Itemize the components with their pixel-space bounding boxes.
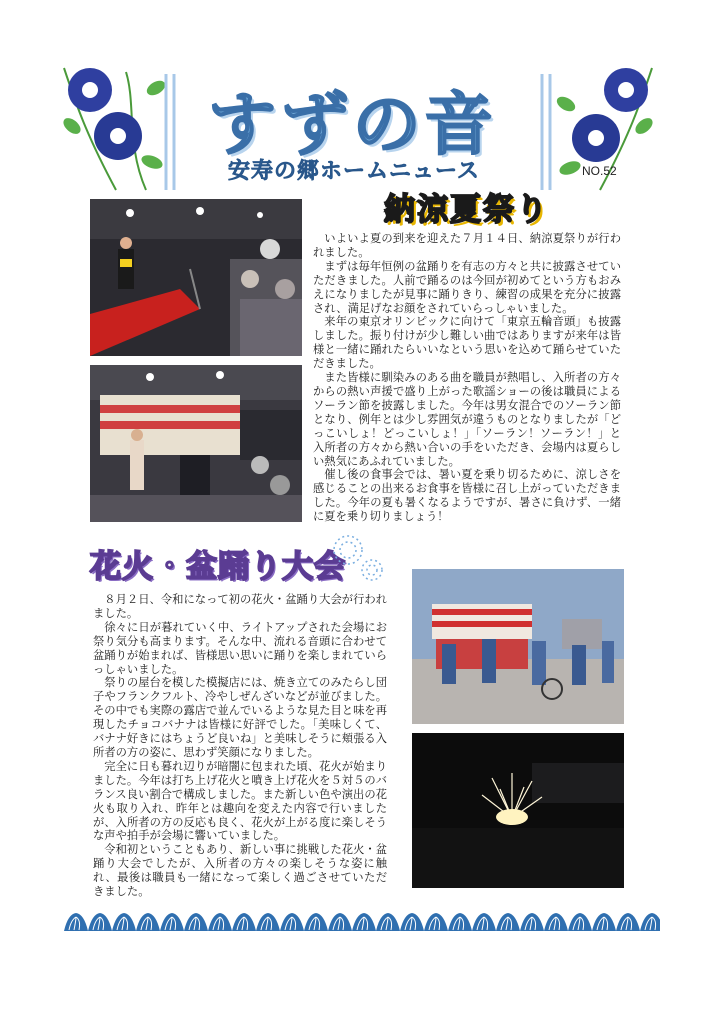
wave-shape xyxy=(592,913,616,931)
wave-shape xyxy=(544,913,568,931)
article-1-paragraph: まずは毎年恒例の盆踊りを有志の方々と共に披露させていただきました。人前で踊るのは今回が初めてという方もおみえになりましたが見事に踊りきり、練習の成果を充分に披露され、満足げなお顔をされていらっしゃいました。 xyxy=(313,259,621,315)
wave-shape xyxy=(496,913,520,931)
wave-shape xyxy=(448,913,472,931)
fireworks-icon xyxy=(326,528,386,588)
photo-fireworks xyxy=(412,733,624,888)
article-2-paragraph: 令和初ということもあり、新しい事に挑戦した花火・盆踊り大会でしたが、入所者の方々の楽しそうな姿に触れ、最後は職員も一緒になって楽しく過ごさせていただきました。 xyxy=(93,843,387,899)
wave-shape xyxy=(376,913,400,931)
wave-shape xyxy=(352,913,376,931)
article-2-paragraph: 徐々に日が暮れていく中、ライトアップされた会場にお祭り気分も高まります。そんな中、流れる音頭に合わせて盆踊りが始まれば、皆様思い思いに踊りを楽しまれていらっしゃいました。 xyxy=(93,620,387,676)
photo-soran-dance xyxy=(90,365,302,522)
morning-glory-decoration-left xyxy=(56,64,186,194)
article-1-paragraph: 来年の東京オリンピックに向けて「東京五輪音頭」も披露しました。振り付けが少し難しい曲ではありますが来年は皆様と一緒に踊れたらいいなという思いを込めて踊らせていただきました。 xyxy=(313,315,621,371)
article-2-paragraph: 完全に日も暮れ辺りが暗闇に包まれた頃、花火が始まりました。今年は打ち上げ花火と噴き上げ花火を５対５のバランス良い割合で構成しました。また新しい色や演出の花火も取り入れ、昨年とは趣向を変えた内容で行いましたが、入所者の方の反応も良く、花火が上がる度に楽しそうな声や拍手が会場に響いていました。 xyxy=(93,759,387,843)
wave-shape xyxy=(184,913,208,931)
wave-shape xyxy=(280,913,304,931)
issue-number: NO.52 xyxy=(582,164,617,178)
wave-shape xyxy=(160,913,184,931)
photo-stage-dance xyxy=(90,199,302,356)
wave-shape xyxy=(616,913,640,931)
newsletter-subtitle: 安寿の郷ホームニュース xyxy=(228,159,480,184)
wave-shape xyxy=(64,913,88,931)
wave-shape xyxy=(232,913,256,931)
wave-shape xyxy=(400,913,424,931)
article-2-body xyxy=(93,593,387,899)
article-2-paragraph: ８月２日、令和になって初の花火・盆踊り大会が行われました。 xyxy=(93,593,387,620)
article-1-paragraph: 催し後の食事会では、暑い夏を乗り切るために、涼しさを感じることの出来るお食事を皆様に召し上がっていただきました。今年の夏も暑くなるようですが、暑さに負けず、一緒に夏を乗り切りましょう！ xyxy=(313,468,621,524)
wave-shape xyxy=(568,913,592,931)
wave-shape xyxy=(112,913,136,931)
wave-shape xyxy=(472,913,496,931)
wave-shape xyxy=(208,913,232,931)
article-1-paragraph: また皆様に馴染みのある曲を職員が熱唱し、入所者の方々からの熱い声援で盛り上がった歌謡ショーの後は職員によるソーラン節を披露しました。今年は男女混合でのソーラン節となり、例年とは少し雰囲気が違うものとなりましたが「どっこいしょ！どっこいしょ！」「ソーラン！ソーラン！」と入所者の方々から熱い合いの手をいただき、会場内は夏らしい熱気にあふれていました。 xyxy=(313,371,621,468)
article-2-title: 花火・盆踊り大会 xyxy=(90,549,346,585)
photo-bon-odori xyxy=(412,569,624,724)
wave-shape xyxy=(304,913,328,931)
wave-shape xyxy=(424,913,448,931)
wave-shape xyxy=(136,913,160,931)
wave-shape xyxy=(256,913,280,931)
newsletter-title: すずの音 xyxy=(208,86,497,165)
article-2-paragraph: 祭りの屋台を模した模擬店には、焼き立てのみたらし団子やフランクフルト、冷やしぜんざいなどが並びました。その中でも実際の露店で並んでいるような見た目と味を再現したチョコバナナは皆様に好評でした。「美味しくて、バナナ好きにはちょうど良いね」と美味しそうに頬張る入所者の方の姿に、思わず笑顔になりました。 xyxy=(93,676,387,759)
article-1-title: 納涼夏祭り xyxy=(384,192,549,228)
wave-shape xyxy=(328,913,352,931)
article-1-body xyxy=(313,232,621,524)
article-1-paragraph: いよいよ夏の到来を迎えた７月１４日、納涼夏祭りが行われました。 xyxy=(313,232,621,259)
wave-shape xyxy=(88,913,112,931)
wave-shape xyxy=(520,913,544,931)
wave-pattern-border xyxy=(64,910,660,932)
